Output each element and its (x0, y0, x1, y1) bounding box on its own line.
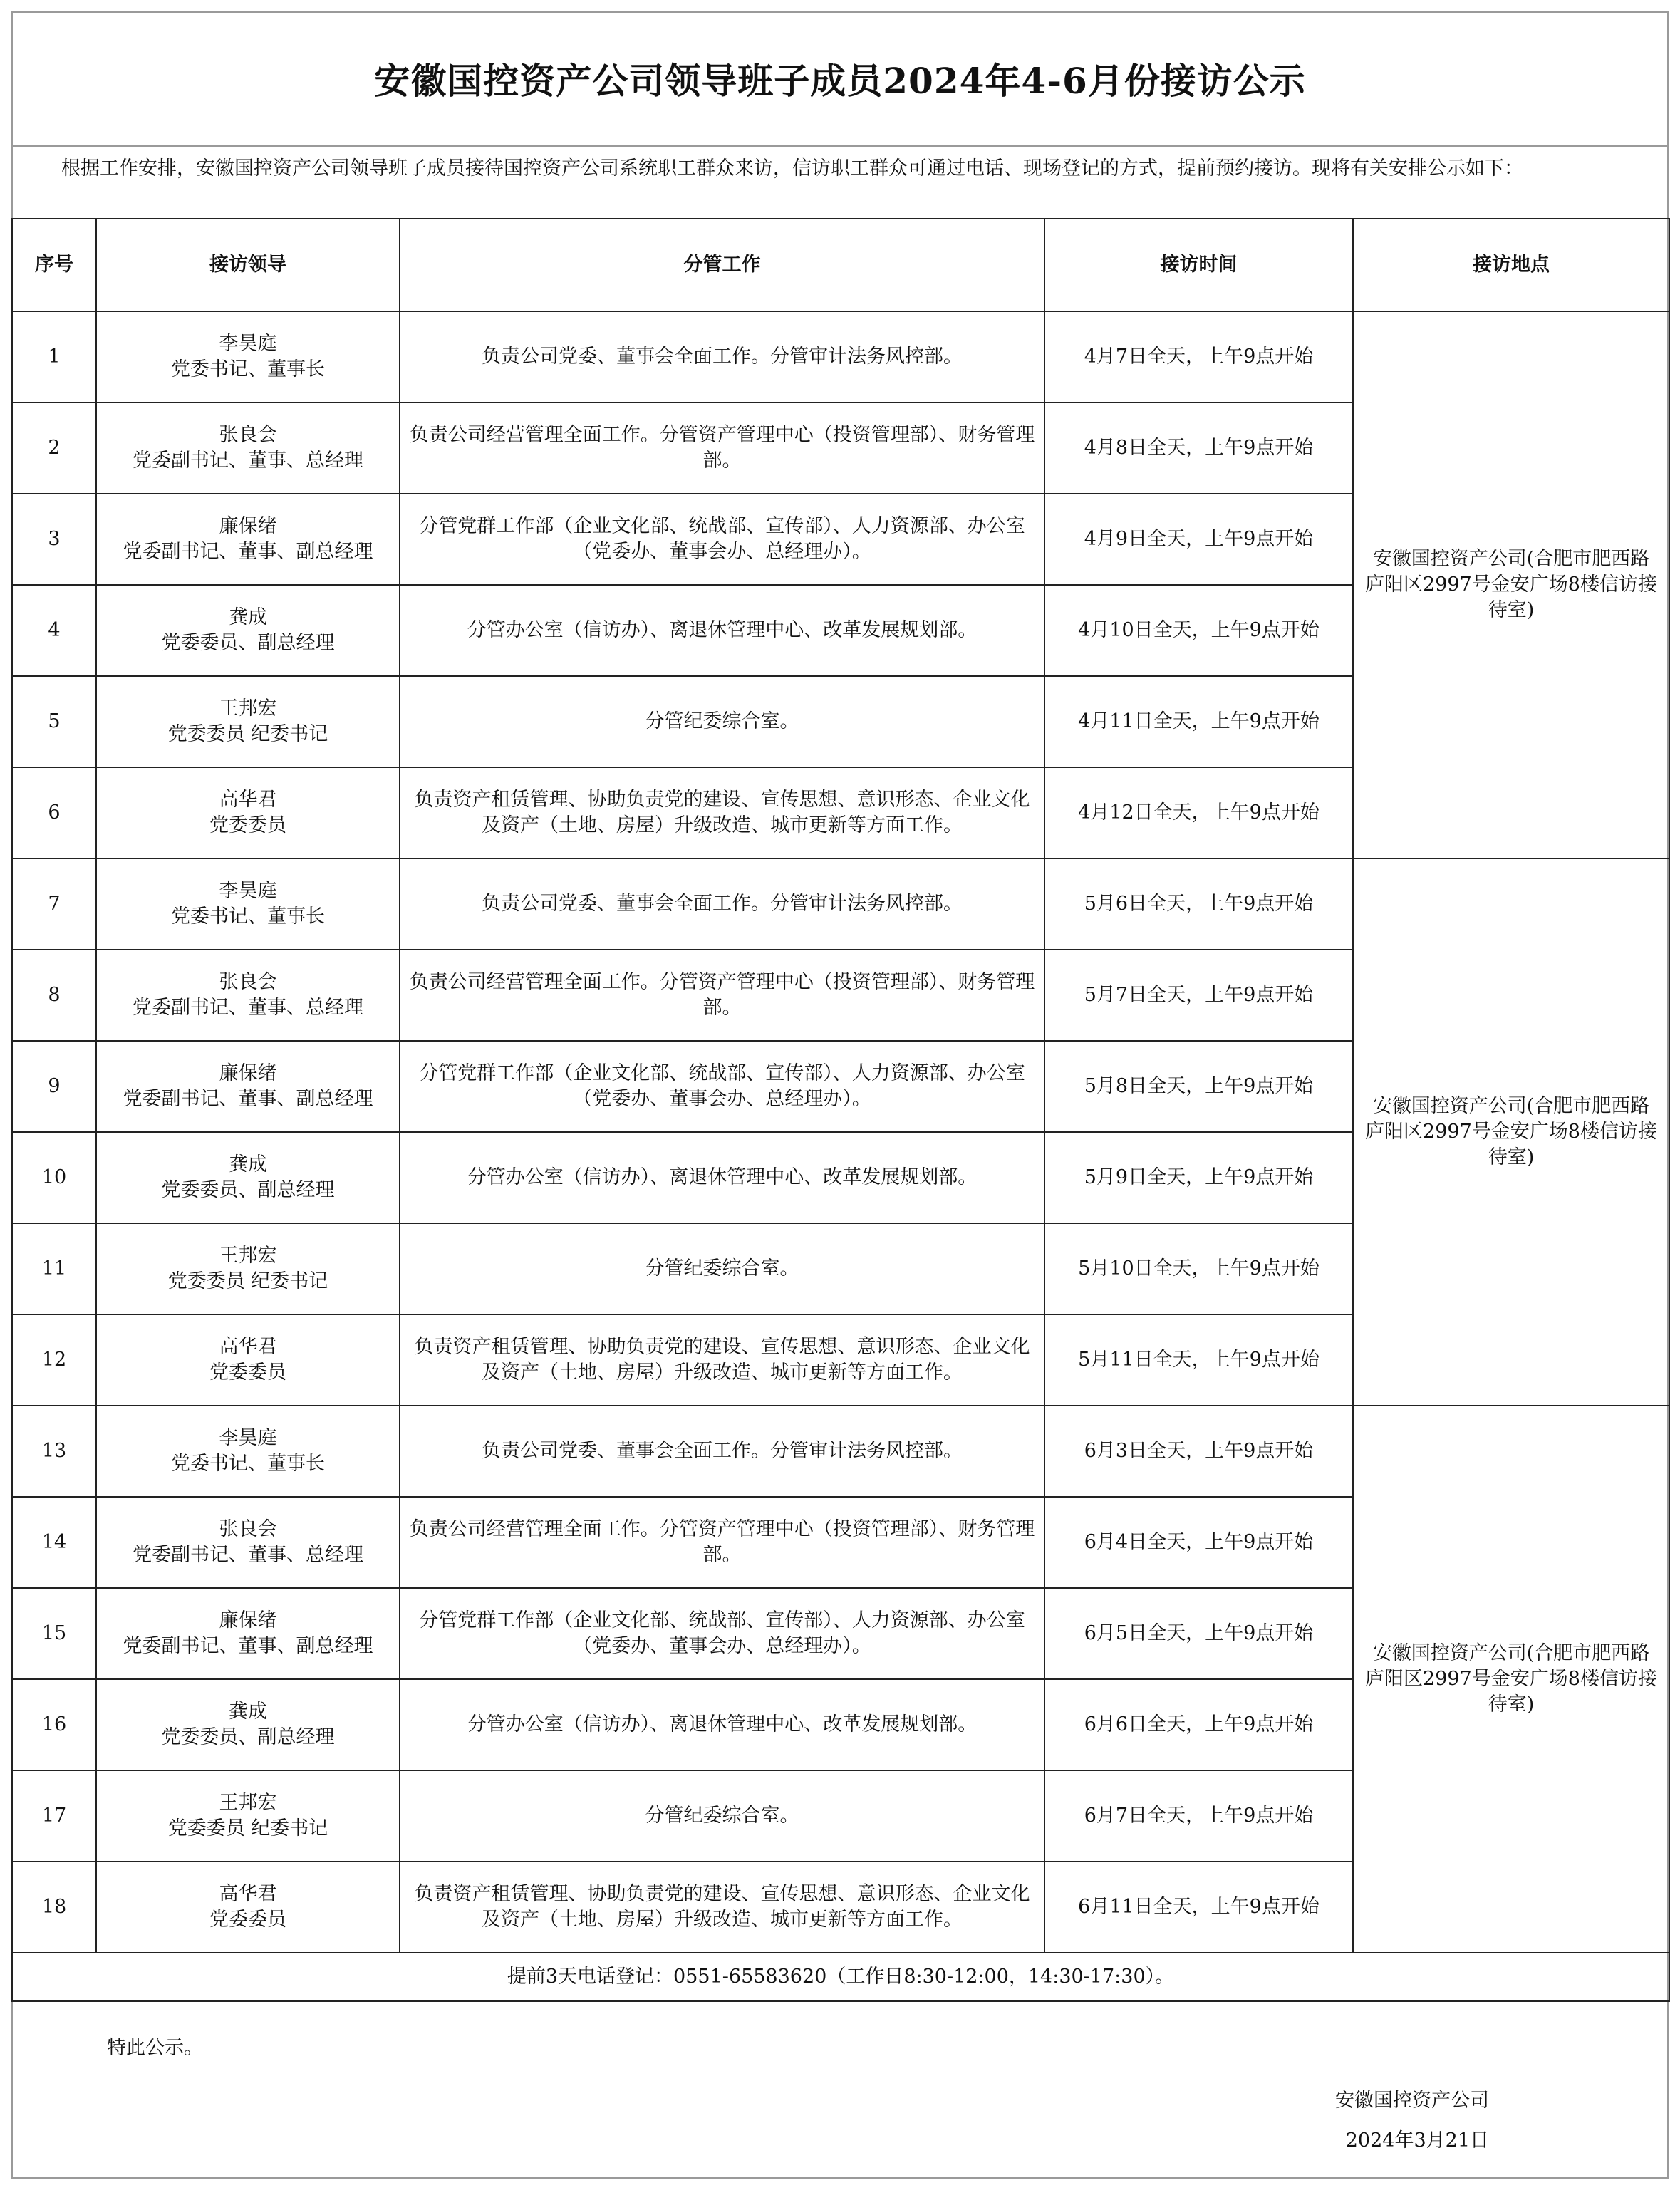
leader-cell (96, 767, 400, 858)
leader-title: 党委委员 (209, 814, 286, 836)
row-number: 16 (12, 1679, 96, 1770)
leader-title: 党委书记、董事长 (171, 905, 325, 928)
duty-cell: 负责资产租赁管理、协助负责党的建设、宣传思想、意识形态、企业文化及资产（土地、房屋）升级改造、城市更新等方面工作。 (400, 1862, 1044, 1953)
row-number: 5 (12, 676, 96, 767)
header-duty: 分管工作 (400, 219, 1044, 311)
leader-cell (96, 950, 400, 1041)
page-title: 安徽国控资产公司领导班子成员2024年4-6月份接访公示 (11, 11, 1669, 147)
leader-title: 党委委员 纪委书记 (167, 723, 328, 745)
header-time: 接访时间 (1044, 219, 1353, 311)
reception-time-cell: 4月8日全天，上午9点开始 (1044, 403, 1353, 494)
leader-cell (96, 1223, 400, 1314)
row-number: 17 (12, 1770, 96, 1862)
leader-name: 张良会 (219, 971, 277, 993)
reception-time-cell: 4月12日全天，上午9点开始 (1044, 767, 1353, 858)
reception-time-cell: 4月11日全天，上午9点开始 (1044, 676, 1353, 767)
duty-cell: 分管办公室（信访办）、离退休管理中心、改革发展规划部。 (400, 1679, 1044, 1770)
reception-time-cell: 6月5日全天，上午9点开始 (1044, 1588, 1353, 1679)
row-number: 4 (12, 585, 96, 676)
leader-cell (96, 311, 400, 403)
duty-cell: 负责资产租赁管理、协助负责党的建设、宣传思想、意识形态、企业文化及资产（土地、房屋）升级改造、城市更新等方面工作。 (400, 1314, 1044, 1406)
leader-cell (96, 1770, 400, 1862)
duty-cell: 分管办公室（信访办）、离退休管理中心、改革发展规划部。 (400, 585, 1044, 676)
leader-cell (96, 1588, 400, 1679)
reception-time-cell: 6月6日全天，上午9点开始 (1044, 1679, 1353, 1770)
table-header-row (12, 219, 1669, 311)
duty-cell: 分管纪委综合室。 (400, 1770, 1044, 1862)
leader-name: 廉保绪 (219, 515, 277, 537)
reception-location-cell: 安徽国控资产公司(合肥市肥西路庐阳区2997号金安广场8楼信访接待室) (1353, 311, 1669, 858)
reception-time-cell: 5月9日全天，上午9点开始 (1044, 1132, 1353, 1223)
leader-title: 党委副书记、董事、副总经理 (123, 1088, 373, 1110)
leader-name: 李昊庭 (219, 1427, 277, 1449)
row-number: 18 (12, 1862, 96, 1953)
duty-cell: 负责公司经营管理全面工作。分管资产管理中心（投资管理部）、财务管理部。 (400, 403, 1044, 494)
leader-name: 高华君 (219, 789, 277, 811)
leader-name: 高华君 (219, 1883, 277, 1905)
leader-title: 党委委员、副总经理 (161, 1179, 335, 1201)
duty-cell: 分管办公室（信访办）、离退休管理中心、改革发展规划部。 (400, 1132, 1044, 1223)
leader-title: 党委副书记、董事、总经理 (133, 997, 363, 1019)
leader-cell (96, 494, 400, 585)
reception-time-cell: 6月7日全天，上午9点开始 (1044, 1770, 1353, 1862)
duty-cell: 负责资产租赁管理、协助负责党的建设、宣传思想、意识形态、企业文化及资产（土地、房屋）升级改造、城市更新等方面工作。 (400, 767, 1044, 858)
leader-cell (96, 858, 400, 950)
leader-title: 党委副书记、董事、副总经理 (123, 541, 373, 563)
duty-cell: 分管党群工作部（企业文化部、统战部、宣传部）、人力资源部、办公室（党委办、董事会办、总经理办）。 (400, 1588, 1044, 1679)
row-number: 14 (12, 1497, 96, 1588)
duty-cell: 分管党群工作部（企业文化部、统战部、宣传部）、人力资源部、办公室（党委办、董事会办、总经理办）。 (400, 494, 1044, 585)
reception-time-cell: 5月6日全天，上午9点开始 (1044, 858, 1353, 950)
table-row (12, 858, 1669, 950)
leader-title: 党委副书记、董事、副总经理 (123, 1635, 373, 1657)
duty-cell: 分管纪委综合室。 (400, 676, 1044, 767)
leader-name: 李昊庭 (219, 333, 277, 355)
row-number: 2 (12, 403, 96, 494)
duty-cell: 负责公司党委、董事会全面工作。分管审计法务风控部。 (400, 311, 1044, 403)
reception-time-cell: 5月7日全天，上午9点开始 (1044, 950, 1353, 1041)
leader-cell (96, 1132, 400, 1223)
row-number: 1 (12, 311, 96, 403)
table-row (12, 1406, 1669, 1497)
phone-registration-note: 提前3天电话登记：0551-65583620（工作日8:30-12:00，14:30-17:30）。 (12, 1953, 1669, 2001)
leader-name: 张良会 (219, 1518, 277, 1540)
header-no: 序号 (12, 219, 96, 311)
reception-time-cell: 6月11日全天，上午9点开始 (1044, 1862, 1353, 1953)
row-number: 13 (12, 1406, 96, 1497)
leader-title: 党委委员、副总经理 (161, 632, 335, 654)
leader-title: 党委委员、副总经理 (161, 1726, 335, 1748)
reception-location-cell: 安徽国控资产公司(合肥市肥西路庐阳区2997号金安广场8楼信访接待室) (1353, 858, 1669, 1406)
reception-time-cell: 5月11日全天，上午9点开始 (1044, 1314, 1353, 1406)
issuer-name: 安徽国控资产公司 (1335, 2090, 1489, 2112)
leader-title: 党委书记、董事长 (171, 1453, 325, 1475)
leader-name: 李昊庭 (219, 880, 277, 902)
reception-time-cell: 4月7日全天，上午9点开始 (1044, 311, 1353, 403)
leader-name: 高华君 (219, 1336, 277, 1358)
leader-name: 王邦宏 (219, 1792, 277, 1814)
leader-cell (96, 585, 400, 676)
leader-title: 党委委员 (209, 1909, 286, 1931)
row-number: 10 (12, 1132, 96, 1223)
duty-cell: 负责公司经营管理全面工作。分管资产管理中心（投资管理部）、财务管理部。 (400, 1497, 1044, 1588)
table-body (12, 311, 1669, 2001)
duty-cell: 分管纪委综合室。 (400, 1223, 1044, 1314)
row-number: 6 (12, 767, 96, 858)
reception-time-cell: 4月10日全天，上午9点开始 (1044, 585, 1353, 676)
duty-cell: 分管党群工作部（企业文化部、统战部、宣传部）、人力资源部、办公室（党委办、董事会办、总经理办）。 (400, 1041, 1044, 1132)
leader-cell (96, 403, 400, 494)
reception-time-cell: 6月4日全天，上午9点开始 (1044, 1497, 1353, 1588)
leader-cell (96, 1497, 400, 1588)
leader-title: 党委委员 (209, 1361, 286, 1384)
row-number: 9 (12, 1041, 96, 1132)
closing-remark: 特此公示。 (107, 2037, 203, 2059)
reception-time-cell: 4月9日全天，上午9点开始 (1044, 494, 1353, 585)
leader-title: 党委委员 纪委书记 (167, 1817, 328, 1839)
row-number: 7 (12, 858, 96, 950)
leader-title: 党委委员 纪委书记 (167, 1270, 328, 1292)
leader-title: 党委副书记、董事、总经理 (133, 1544, 363, 1566)
row-number: 11 (12, 1223, 96, 1314)
leader-name: 龚成 (229, 1153, 267, 1176)
duty-cell: 负责公司党委、董事会全面工作。分管审计法务风控部。 (400, 858, 1044, 950)
leader-cell (96, 1679, 400, 1770)
duty-cell: 负责公司党委、董事会全面工作。分管审计法务风控部。 (400, 1406, 1044, 1497)
leader-cell (96, 1406, 400, 1497)
row-number: 8 (12, 950, 96, 1041)
leader-name: 王邦宏 (219, 697, 277, 720)
issue-date: 2024年3月21日 (1345, 2129, 1489, 2152)
header-leader: 接访领导 (96, 219, 400, 311)
duty-cell: 负责公司经营管理全面工作。分管资产管理中心（投资管理部）、财务管理部。 (400, 950, 1044, 1041)
leader-cell (96, 1862, 400, 1953)
leader-name: 龚成 (229, 606, 267, 628)
leader-name: 王邦宏 (219, 1245, 277, 1267)
reception-time-cell: 5月8日全天，上午9点开始 (1044, 1041, 1353, 1132)
reception-location-cell: 安徽国控资产公司(合肥市肥西路庐阳区2997号金安广场8楼信访接待室) (1353, 1406, 1669, 1953)
row-number: 15 (12, 1588, 96, 1679)
row-number: 3 (12, 494, 96, 585)
reception-schedule-table (11, 218, 1670, 2002)
leader-name: 廉保绪 (219, 1609, 277, 1631)
leader-name: 张良会 (219, 424, 277, 446)
row-number: 12 (12, 1314, 96, 1406)
header-location: 接访地点 (1353, 219, 1669, 311)
leader-title: 党委书记、董事长 (171, 358, 325, 380)
leader-cell (96, 676, 400, 767)
leader-title: 党委副书记、董事、总经理 (133, 450, 363, 472)
table-row (12, 311, 1669, 403)
leader-name: 廉保绪 (219, 1062, 277, 1084)
reception-time-cell: 6月3日全天，上午9点开始 (1044, 1406, 1353, 1497)
leader-cell (96, 1314, 400, 1406)
intro-paragraph: 根据工作安排，安徽国控资产公司领导班子成员接待国控资产公司系统职工群众来访，信访职工群众可通过电话、现场登记的方式，提前预约接访。现将有关安排公示如下： (61, 157, 1523, 180)
leader-name: 龚成 (229, 1701, 267, 1723)
reception-time-cell: 5月10日全天，上午9点开始 (1044, 1223, 1353, 1314)
leader-cell (96, 1041, 400, 1132)
